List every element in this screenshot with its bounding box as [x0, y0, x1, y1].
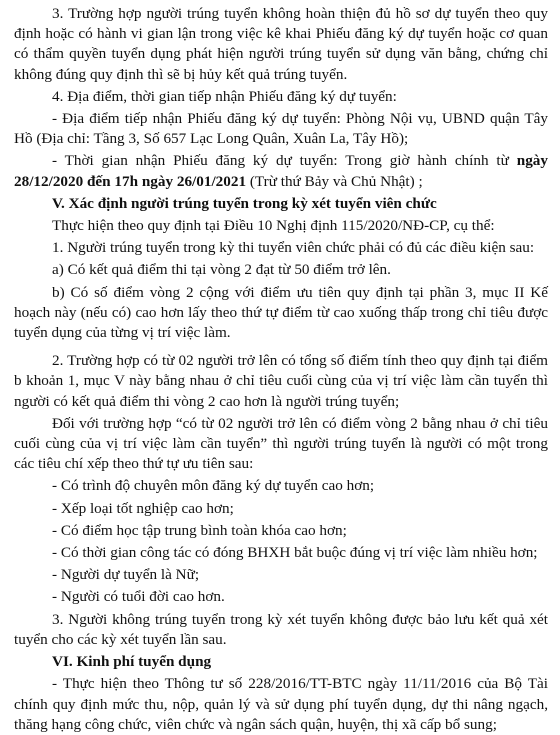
paragraph-tie-case: 2. Trường hợp có từ 02 người trở lên có tổng số điểm tính theo quy định tại điểm b khoản 1, mục V này bằng nhau ở chỉ tiêu cuối cùng của vị trí việc làm cần tuyển thì người có kết quả điểm thi vòng 2 cao hơn là người trúng tuyển;	[14, 352, 548, 410]
section-heading-v: V. Xác định người trúng tuyển trong kỳ xét tuyển viên chức	[52, 194, 437, 212]
priority-item-gpa: - Có điểm học tập trung bình toàn khóa cao hơn;	[52, 521, 347, 539]
paragraph-location-time-heading: 4. Địa điểm, thời gian tiếp nhận Phiếu đăng ký dự tuyển:	[52, 87, 397, 105]
paragraph-cancel-result: 3. Trường hợp người trúng tuyển không hoàn thiện đủ hồ sơ dự tuyển theo quy định hoặc có hành vi gian lận trong việc kê khai Phiếu đăng ký dự tuyển hoặc cơ quan có thẩm quyền tuyển dụng phát hiện người trúng tuyển sử dụng văn bằng, chứng chỉ không đúng quy định thì sẽ bị hủy kết quả trúng tuyển.	[14, 5, 548, 83]
receive-time-before: - Thời gian nhận Phiếu đăng ký dự tuyển: Trong giờ hành chính từ	[52, 152, 517, 170]
priority-item-female: - Người dự tuyển là Nữ;	[52, 566, 200, 584]
paragraph-condition-a: a) Có kết quả điểm thi tại vòng 2 đạt từ 50 điểm trở lên.	[52, 261, 391, 279]
priority-item-qualification: - Có trình độ chuyên môn đăng ký dự tuyển cao hơn;	[52, 477, 375, 495]
receive-time-after: (Trừ thứ Bảy và Chủ Nhật) ;	[246, 172, 423, 190]
paragraph-priority-intro: Đối với trường hợp “có từ 02 người trở lên có điểm vòng 2 bằng nhau ở chỉ tiêu cuối cùng của vị trí việc làm cần tuyển” thì người trúng tuyển là người có một trong các tiêu chí xếp theo thứ tự ưu tiên sau:	[14, 414, 548, 473]
paragraph-location: - Địa điểm tiếp nhận Phiếu đăng ký dự tuyển: Phòng Nội vụ, UBND quận Tây Hồ (Địa chỉ: Tầng 3, Số 657 Lạc Long Quân, Xuân La, Tây Hồ);	[14, 110, 548, 148]
paragraph-condition-1: 1. Người trúng tuyển trong kỳ thi tuyển viên chức phải có đủ các điều kiện sau:	[52, 239, 535, 257]
priority-item-work-time: - Có thời gian công tác có đóng BHXH bắt buộc đúng vị trí việc làm nhiều hơn;	[52, 544, 538, 562]
paragraph-funding: - Thực hiện theo Thông tư số 228/2016/TT-BTC ngày 11/11/2016 của Bộ Tài chính quy định mức thu, nộp, quản lý và sử dụng phí tuyển dụng, dự thi nâng ngạch, thăng hạng công chức, viên chức và ngân sách quận, huyện, thị xã cấp bổ sung;	[14, 675, 548, 733]
priority-item-graduation: - Xếp loại tốt nghiệp cao hơn;	[52, 499, 234, 517]
section-heading-vi: VI. Kinh phí tuyển dụng	[52, 653, 212, 671]
paragraph-receive-time	[14, 151, 548, 191]
receive-time-dates: ngày 28/12/2020 đến 17h ngày 26/01/2021	[14, 152, 548, 190]
priority-item-age: - Người có tuổi đời cao hơn.	[52, 588, 225, 606]
paragraph-no-reservation: 3. Người không trúng tuyển trong kỳ xét tuyển không được bảo lưu kết quả xét tuyển cho các kỳ xét tuyển lần sau.	[14, 610, 548, 648]
paragraph-condition-b: b) Có số điểm vòng 2 cộng với điểm ưu tiên quy định tại phần 3, mục II Kế hoạch này (nếu có) cao hơn lấy theo thứ tự điểm từ cao xuống thấp trong chỉ tiêu được tuyển dụng của từng vị trí việc làm.	[14, 283, 548, 342]
paragraph-decree-reference: Thực hiện theo quy định tại Điều 10 Nghị định 115/2020/NĐ-CP, cụ thể:	[52, 217, 495, 235]
